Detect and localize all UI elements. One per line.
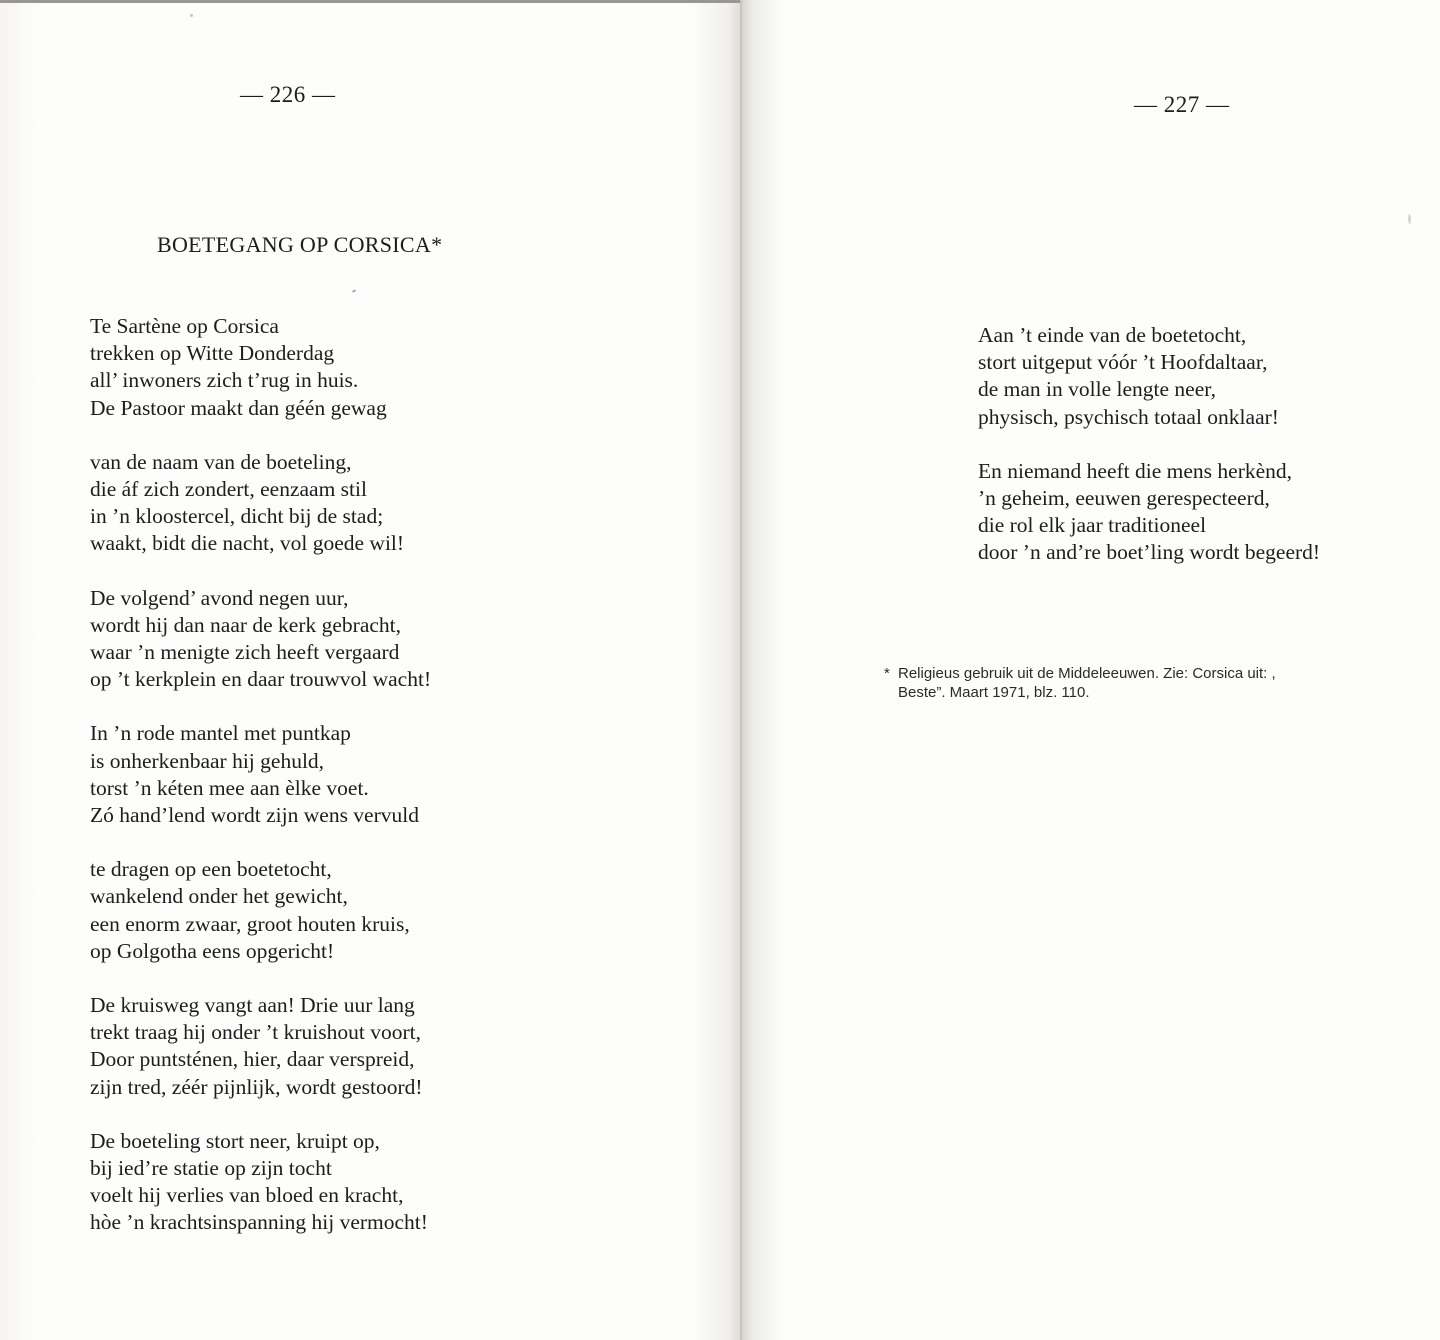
verse-line: de man in volle lengte neer, xyxy=(978,377,1216,402)
verse-line: wankelend onder het gewicht, xyxy=(90,884,348,909)
verse-line: die rol elk jaar traditioneel xyxy=(978,513,1207,538)
verse-line: waar ’n menigte zich heeft vergaard xyxy=(90,640,400,665)
verse-line: waakt, bidt die nacht, vol goede wil! xyxy=(90,531,405,556)
stanza xyxy=(90,720,730,829)
verse-line: trekken op Witte Donderdag xyxy=(90,341,335,366)
verse-line: trekt traag hij onder ’t kruishout voort, xyxy=(90,1020,421,1045)
page-number: — 226 — xyxy=(240,82,336,107)
stanza xyxy=(90,313,730,422)
verse-line: bij ied’re statie op zijn tocht xyxy=(90,1156,332,1181)
verse-line: In ’n rode mantel met puntkap xyxy=(90,721,351,746)
stanza xyxy=(90,856,730,965)
verse-line: Door puntsténen, hier, daar verspreid, xyxy=(90,1047,415,1072)
stanza xyxy=(90,449,730,558)
stanza xyxy=(90,1128,730,1237)
verse-line: een enorm zwaar, groot houten kruis, xyxy=(90,911,410,936)
page-number: — 227 — xyxy=(1134,92,1230,117)
poem-body xyxy=(978,322,1418,594)
poem-body xyxy=(90,313,730,1264)
verse-line: Te Sartène op Corsica xyxy=(90,314,279,338)
verse-line: ’n geheim, eeuwen gerespecteerd, xyxy=(978,486,1270,511)
verse-line: door ’n and’re boet’ling wordt begeerd! xyxy=(978,540,1321,565)
right-page xyxy=(742,0,1440,1340)
footnote-text: Religieus gebruik uit de Middeleeuwen. Zie: Corsica uit: , xyxy=(898,665,1276,682)
page-top-edge xyxy=(0,0,742,3)
stanza xyxy=(978,322,1418,431)
stanza xyxy=(978,458,1418,567)
ink-speck xyxy=(352,289,356,293)
verse-line: op ’t kerkplein en daar trouwvol wacht! xyxy=(90,667,432,692)
verse-line: En niemand heeft die mens herkènd, xyxy=(978,458,1293,483)
verse-line: stort uitgeput vóór ’t Hoofdaltaar, xyxy=(978,350,1268,375)
verse-line: De Pastoor maakt dan géén gewag xyxy=(90,395,387,420)
verse-line: is onherkenbaar hij gehuld, xyxy=(90,748,325,773)
verse-line: all’ inwoners zich t’rug in huis. xyxy=(90,368,359,393)
footnote-marker: * xyxy=(884,665,890,682)
verse-line: Aan ’t einde van de boetetocht, xyxy=(978,323,1247,347)
stanza xyxy=(90,585,730,694)
footnote-line xyxy=(884,664,1440,683)
verse-line: De boeteling stort neer, kruipt op, xyxy=(90,1128,380,1153)
poem-title: BOETEGANG OP CORSICA* xyxy=(157,232,443,257)
verse-line: van de naam van de boeteling, xyxy=(90,449,352,474)
verse-line: Zó hand’lend wordt zijn wens vervuld xyxy=(90,803,419,828)
verse-line: te dragen op een boetetocht, xyxy=(90,857,332,882)
verse-line: physisch, psychisch totaal onklaar! xyxy=(978,404,1279,429)
paper-speck xyxy=(190,14,193,17)
verse-line: in ’n kloostercel, dicht bij de stad; xyxy=(90,504,384,529)
verse-line: De kruisweg vangt aan! Drie uur lang xyxy=(90,993,415,1018)
verse-line: De volgend’ avond negen uur, xyxy=(90,585,349,610)
footnote xyxy=(884,664,1440,702)
paper-speck xyxy=(1408,214,1411,224)
footnote-line: Beste”. Maart 1971, blz. 110. xyxy=(898,684,1090,701)
verse-line: torst ’n kéten mee aan èlke voet. xyxy=(90,775,369,800)
verse-line: die áf zich zondert, eenzaam stil xyxy=(90,477,367,502)
verse-line: hòe ’n krachtsinspanning hij vermocht! xyxy=(90,1210,428,1235)
verse-line: op Golgotha eens opgericht! xyxy=(90,938,335,963)
verse-line: voelt hij verlies van bloed en kracht, xyxy=(90,1183,404,1208)
verse-line: zijn tred, zéér pijnlijk, wordt gestoord! xyxy=(90,1074,423,1099)
stanza xyxy=(90,992,730,1101)
verse-line: wordt hij dan naar de kerk gebracht, xyxy=(90,612,402,637)
